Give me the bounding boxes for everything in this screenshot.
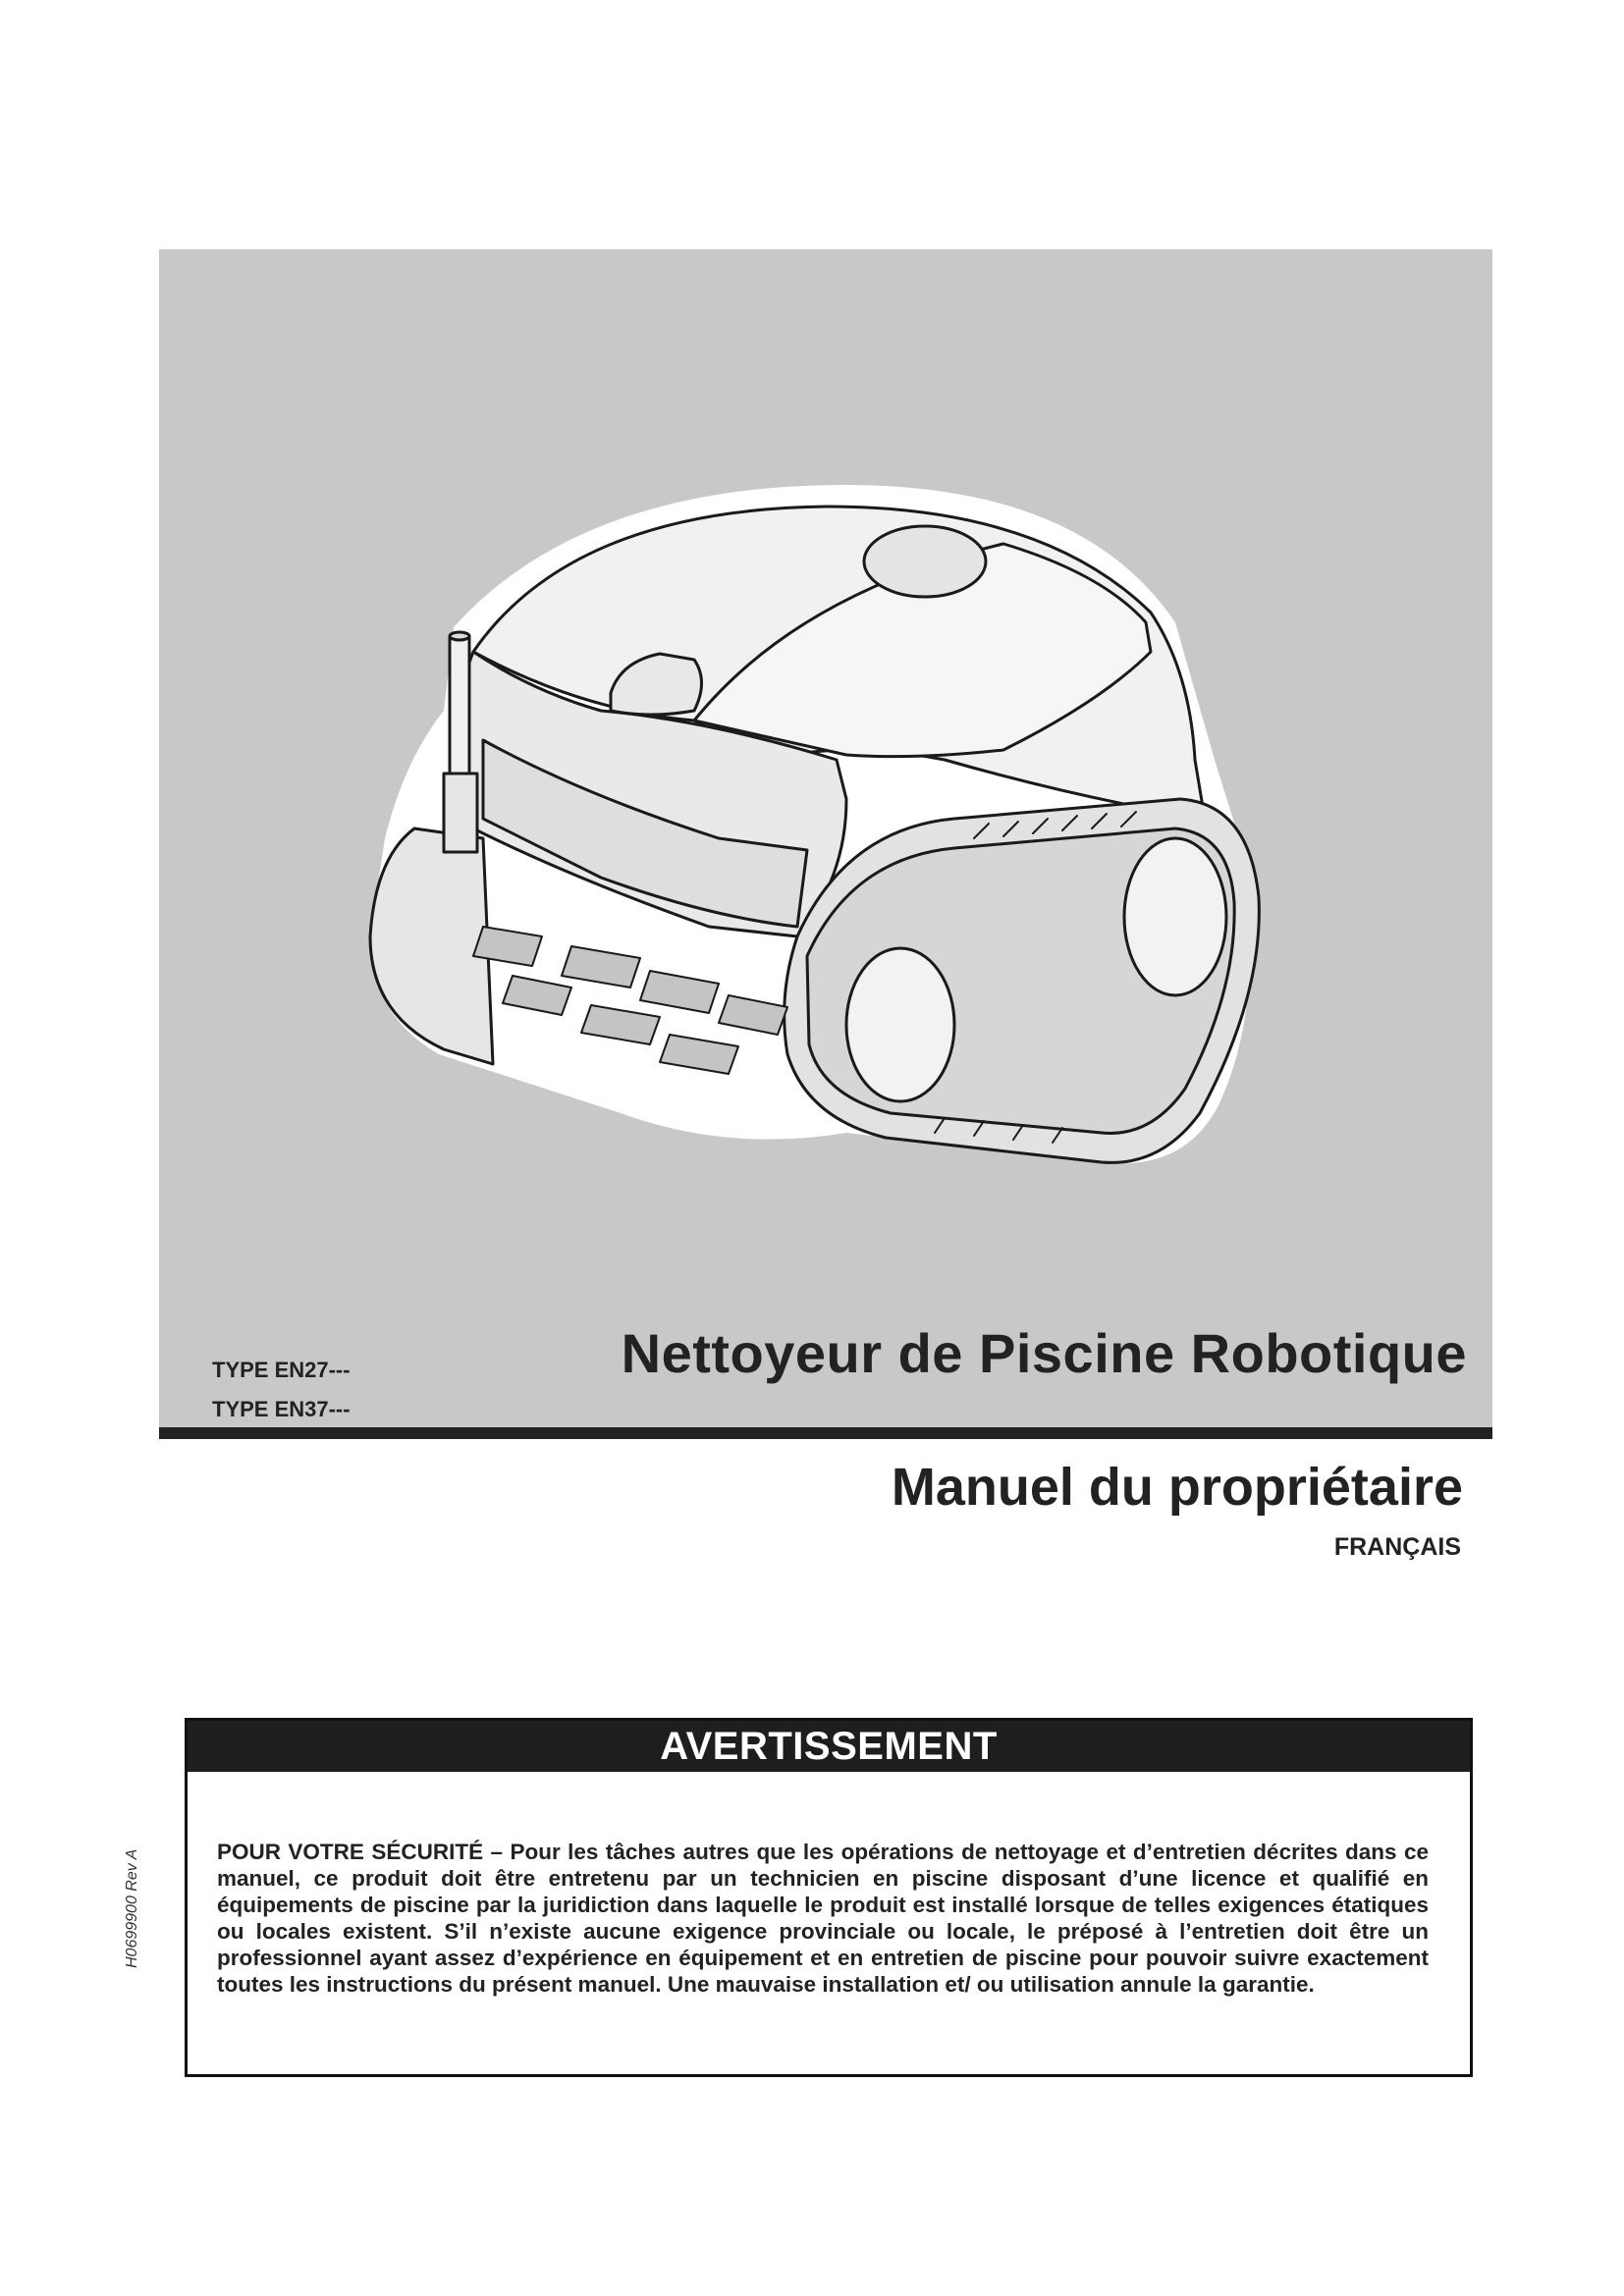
warning-text: POUR VOTRE SÉCURITÉ – Pour les tâches autres que les opérations de nettoyage et d’entretien décrites dans ce manuel, ce produit doit être entretenu par un technicien en piscine disposant d’une licence et qualifié en équipements de piscine par la juridiction dans laquelle le produit est installé lorsque de telles exigences étatiques ou locales existent. S’il n’existe aucune exigence provinciale ou locale, le préposé à l’entretien doit être un professionnel ayant assez d’expérience en équipement et en entretien de piscine pour pouvoir suivre exactement toutes les instructions du présent manuel. Une mauvaise installation et/ ou utilisation annule la garantie. [217,1840,1429,1997]
cover-panel [159,249,1492,1427]
document-code: H0699900 Rev A [124,1848,140,1968]
product-title: Nettoyeur de Piscine Robotique [621,1322,1467,1384]
warning-box [185,1718,1473,2077]
language-label: FRANÇAIS [1333,1533,1461,1561]
warning-heading: AVERTISSEMENT [188,1721,1470,1772]
robotic-pool-cleaner-illustration [159,249,1492,1427]
manual-subtitle: Manuel du propriétaire [891,1458,1463,1517]
title-divider [159,1427,1492,1439]
model-type-2: TYPE EN37--- [212,1397,351,1421]
model-type-1: TYPE EN27--- [212,1358,351,1382]
model-types [212,1351,351,1429]
